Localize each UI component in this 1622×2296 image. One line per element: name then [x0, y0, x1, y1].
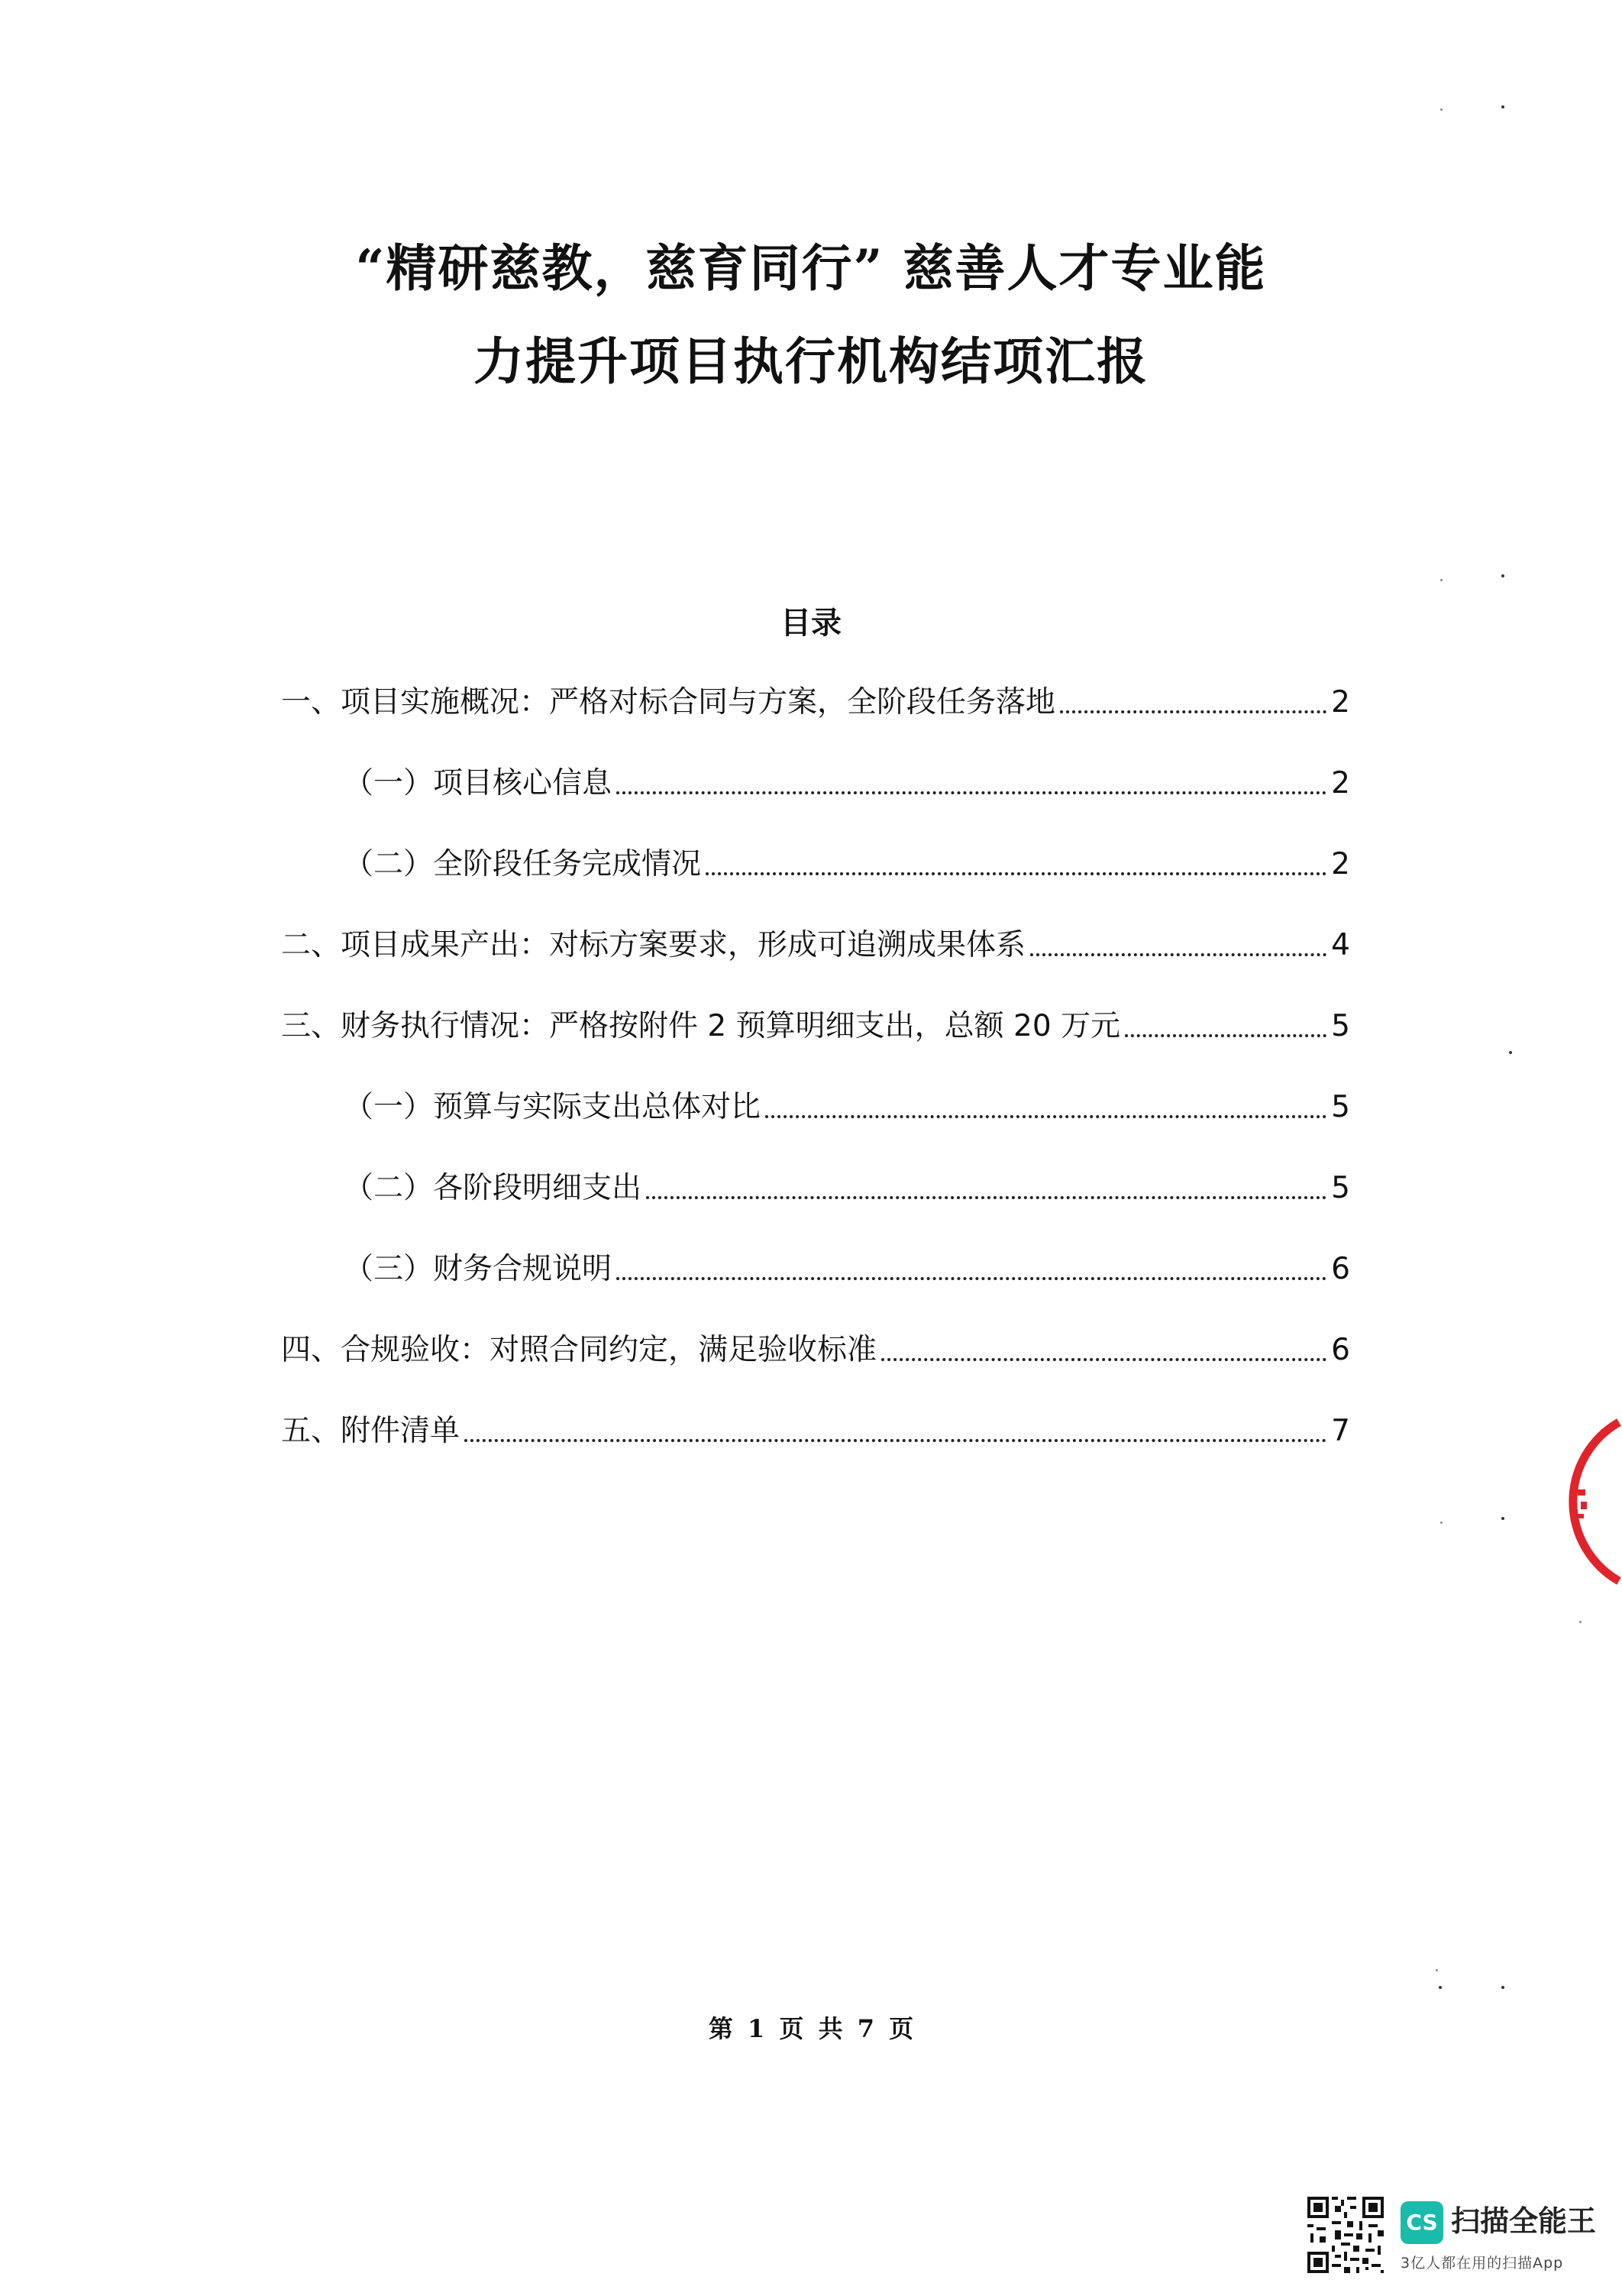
toc-entry-text: （二）各阶段明细支出 [344, 1171, 642, 1205]
toc-dot-leader [706, 872, 1326, 875]
toc-dot-leader [616, 791, 1326, 794]
document-title-line-1: “精研慈教，慈育同行” 慈善人才专业能 [355, 238, 1267, 298]
scan-speck [1440, 579, 1443, 581]
scan-speck [1440, 1522, 1443, 1524]
toc-entry-section-3-3[interactable] [344, 1245, 1350, 1291]
toc-dot-leader [464, 1439, 1326, 1442]
toc-entry-section-1-1[interactable] [344, 759, 1350, 805]
toc-entry-text: （二）全阶段任务完成情况 [344, 847, 702, 881]
toc-dot-leader [1125, 1034, 1326, 1037]
scan-speck [1501, 105, 1504, 108]
toc-entry-page: 6 [1331, 1252, 1350, 1286]
toc-entry-section-3-2[interactable] [344, 1164, 1350, 1210]
camscanner-logo-icon: CS [1401, 2201, 1443, 2244]
toc-entry-section-1-2[interactable] [344, 840, 1350, 886]
watermark-brand-name: 扫描全能王 [1451, 2204, 1597, 2238]
scan-speck [1501, 1517, 1504, 1520]
toc-entry-page: 2 [1331, 766, 1350, 800]
toc-entry-page: 5 [1331, 1171, 1350, 1205]
toc-entry-page: 7 [1331, 1414, 1350, 1448]
toc-entry-section-2[interactable] [281, 921, 1350, 967]
toc-heading: 目录 [780, 606, 842, 641]
toc-entry-section-3[interactable] [281, 1002, 1350, 1048]
scan-speck [1436, 1969, 1438, 1971]
toc-entry-text: 一、项目实施概况：严格对标合同与方案，全阶段任务落地 [281, 685, 1056, 720]
toc-entry-page: 2 [1331, 685, 1350, 720]
toc-entry-text: 四、合规验收：对照合同约定，满足验收标准 [281, 1333, 877, 1367]
red-seal-stamp [1558, 1418, 1622, 1586]
toc-entry-section-4[interactable] [281, 1326, 1350, 1372]
toc-entry-text: 五、附件清单 [281, 1414, 460, 1448]
qr-code-icon [1307, 2197, 1384, 2273]
page-number-footer: 第 1 页 共 7 页 [708, 2014, 914, 2043]
toc-entry-page: 5 [1331, 1090, 1350, 1124]
toc-entry-page: 4 [1331, 928, 1350, 962]
toc-entry-text: （一）项目核心信息 [344, 766, 612, 800]
seal-icon [1558, 1418, 1622, 1586]
toc-entry-page: 6 [1331, 1333, 1350, 1367]
toc-dot-leader [616, 1277, 1326, 1280]
watermark-tagline: 3亿人都在用的扫描App [1401, 2255, 1564, 2272]
toc-entry-page: 5 [1331, 1009, 1350, 1043]
toc-dot-leader [881, 1358, 1326, 1361]
toc-dot-leader [1060, 710, 1326, 713]
toc-entry-section-1[interactable] [281, 678, 1350, 724]
toc-entry-text: （一）预算与实际支出总体对比 [344, 1090, 761, 1124]
toc-entry-page: 2 [1331, 847, 1350, 881]
scan-speck [1501, 1986, 1504, 1989]
toc-entry-section-3-1[interactable] [344, 1083, 1350, 1129]
toc-entry-text: 三、财务执行情况：严格按附件 2 预算明细支出，总额 20 万元 [281, 1009, 1121, 1043]
scan-speck [1501, 574, 1504, 577]
scan-speck [1509, 1051, 1512, 1054]
scan-speck [1439, 1986, 1442, 1989]
toc-entry-text: 二、项目成果产出：对标方案要求，形成可追溯成果体系 [281, 928, 1026, 962]
scan-speck [1440, 108, 1443, 111]
toc-dot-leader [646, 1196, 1326, 1199]
scanner-watermark [1307, 2197, 1613, 2281]
toc-dot-leader [765, 1115, 1326, 1118]
document-title-line-2: 力提升项目执行机构结项汇报 [473, 331, 1149, 391]
scan-speck [1579, 1621, 1582, 1623]
toc-entry-text: （三）财务合规说明 [344, 1252, 612, 1286]
toc-dot-leader [1030, 953, 1326, 956]
toc-entry-section-5[interactable] [281, 1407, 1350, 1453]
